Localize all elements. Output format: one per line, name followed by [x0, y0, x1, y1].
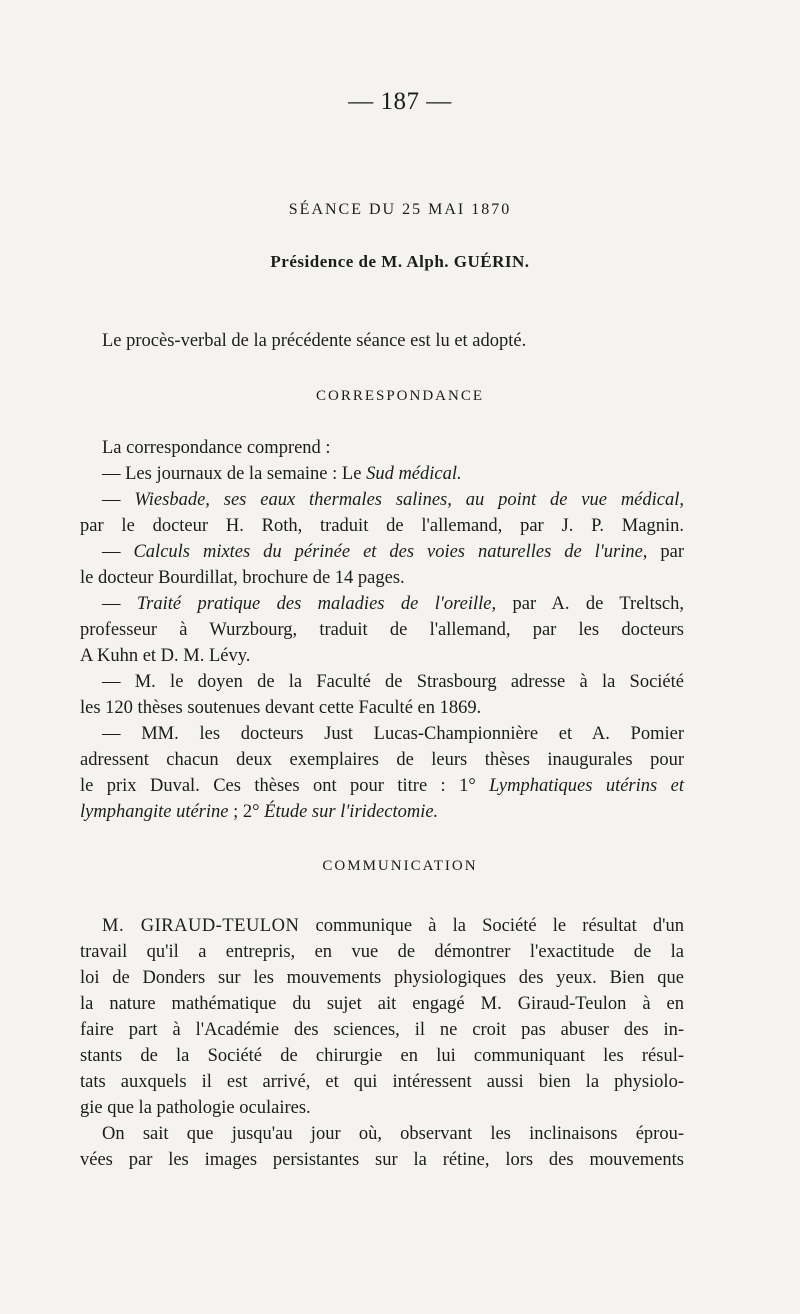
- text-line: [80, 1017, 684, 1043]
- text-run: tats auxquels il est arrivé, et qui intéressent aussi bien la physiolo-: [80, 1072, 684, 1092]
- text-line: [80, 643, 684, 669]
- seance-title: SÉANCE DU 25 MAI 1870: [288, 201, 512, 218]
- text-run: — M. le doyen de la Faculté de Strasbourg adresse à la Société: [102, 672, 684, 692]
- page-number: — 187 —: [348, 88, 452, 115]
- text-run: La correspondance comprend :: [102, 438, 331, 458]
- text-run: adressent chacun deux exemplaires de leurs thèses inaugurales pour: [80, 750, 684, 770]
- text-line: [80, 1069, 684, 1095]
- italic-text: Sud médical.: [366, 464, 462, 484]
- text-run: communique à la Société le résultat d'un: [299, 916, 684, 936]
- text-run: ; 2°: [228, 802, 265, 822]
- italic-text: lymphangite utérine: [80, 802, 229, 822]
- text-line: [102, 539, 684, 565]
- text-run: On sait que jusqu'au jour où, observant les inclinaisons éprou-: [102, 1124, 684, 1144]
- text-run: le prix Duval. Ces thèses ont pour titre : 1°: [80, 776, 490, 796]
- italic-text: Wiesbade, ses eaux thermales salines, au point de vue médical,: [134, 490, 685, 510]
- text-line: [102, 1121, 684, 1147]
- text-run: —: [102, 542, 134, 562]
- text-run: professeur à Wurzbourg, traduit de l'allemand, par les docteurs: [80, 620, 684, 640]
- text-line: [80, 565, 684, 591]
- text-run: les 120 thèses soutenues devant cette Faculté en 1869.: [80, 698, 482, 718]
- text-line: [80, 1095, 684, 1121]
- text-run: par le docteur H. Roth, traduit de l'allemand, par J. P. Magnin.: [80, 516, 684, 536]
- text-line: [80, 939, 684, 965]
- text-line: [80, 773, 684, 799]
- text-run: —: [102, 490, 135, 510]
- text-line: [102, 461, 684, 487]
- text-run: vées par les images persistantes sur la rétine, lors des mouvements: [80, 1150, 684, 1170]
- text-line: [80, 1043, 684, 1069]
- text-line: [80, 513, 684, 539]
- text-run: faire part à l'Académie des sciences, il ne croit pas abuser des in-: [80, 1020, 684, 1040]
- text-line: [102, 721, 684, 747]
- intro-paragraph: Le procès-verbal de la précédente séance est lu et adopté.: [102, 331, 527, 351]
- text-line: [102, 669, 684, 695]
- text-run: la nature mathématique du sujet ait engagé M. Giraud-Teulon à en: [80, 994, 684, 1014]
- text-run: stants de la Société de chirurgie en lui communiquant les résul-: [80, 1046, 684, 1066]
- text-line: [80, 747, 684, 773]
- text-run: le docteur Bourdillat, brochure de 14 pages.: [80, 568, 405, 588]
- italic-text: Lymphatiques utérins et: [489, 776, 684, 796]
- text-line: [80, 799, 684, 825]
- text-line: [102, 913, 684, 939]
- text-run: travail qu'il a entrepris, en vue de démontrer l'exactitude de la: [80, 942, 684, 962]
- presidence-line: Présidence de M. Alph. GUÉRIN.: [270, 252, 530, 271]
- italic-text: Calculs mixtes du périnée et des voies naturelles de l'urine,: [133, 542, 648, 562]
- text-run: loi de Donders sur les mouvements physiologiques des yeux. Bien que: [80, 968, 684, 988]
- correspondance-heading: CORRESPONDANCE: [315, 388, 485, 404]
- text-line: [102, 591, 684, 617]
- italic-text: Étude sur l'iridectomie.: [264, 802, 439, 822]
- text-line: [80, 617, 684, 643]
- text-run: par A. de Treltsch,: [496, 594, 684, 614]
- text-run: gie que la pathologie oculaires.: [80, 1098, 311, 1118]
- text-run: — MM. les docteurs Just Lucas-Championnière et A. Pomier: [102, 724, 684, 744]
- italic-text: Traité pratique des maladies de l'oreille,: [136, 594, 497, 614]
- text-line: [80, 965, 684, 991]
- text-line: [80, 695, 684, 721]
- text-line: [102, 487, 684, 513]
- text-run: — Les journaux de la semaine : Le: [102, 464, 367, 484]
- text-line: [102, 435, 684, 461]
- text-run: A Kuhn et D. M. Lévy.: [80, 646, 251, 666]
- communication-heading: COMMUNICATION: [322, 858, 478, 874]
- text-line: [80, 1147, 684, 1173]
- text-run: par: [647, 542, 685, 562]
- text-run: —: [102, 594, 137, 614]
- author-name: M. GIRAUD-TEULON: [102, 916, 300, 936]
- text-line: [80, 991, 684, 1017]
